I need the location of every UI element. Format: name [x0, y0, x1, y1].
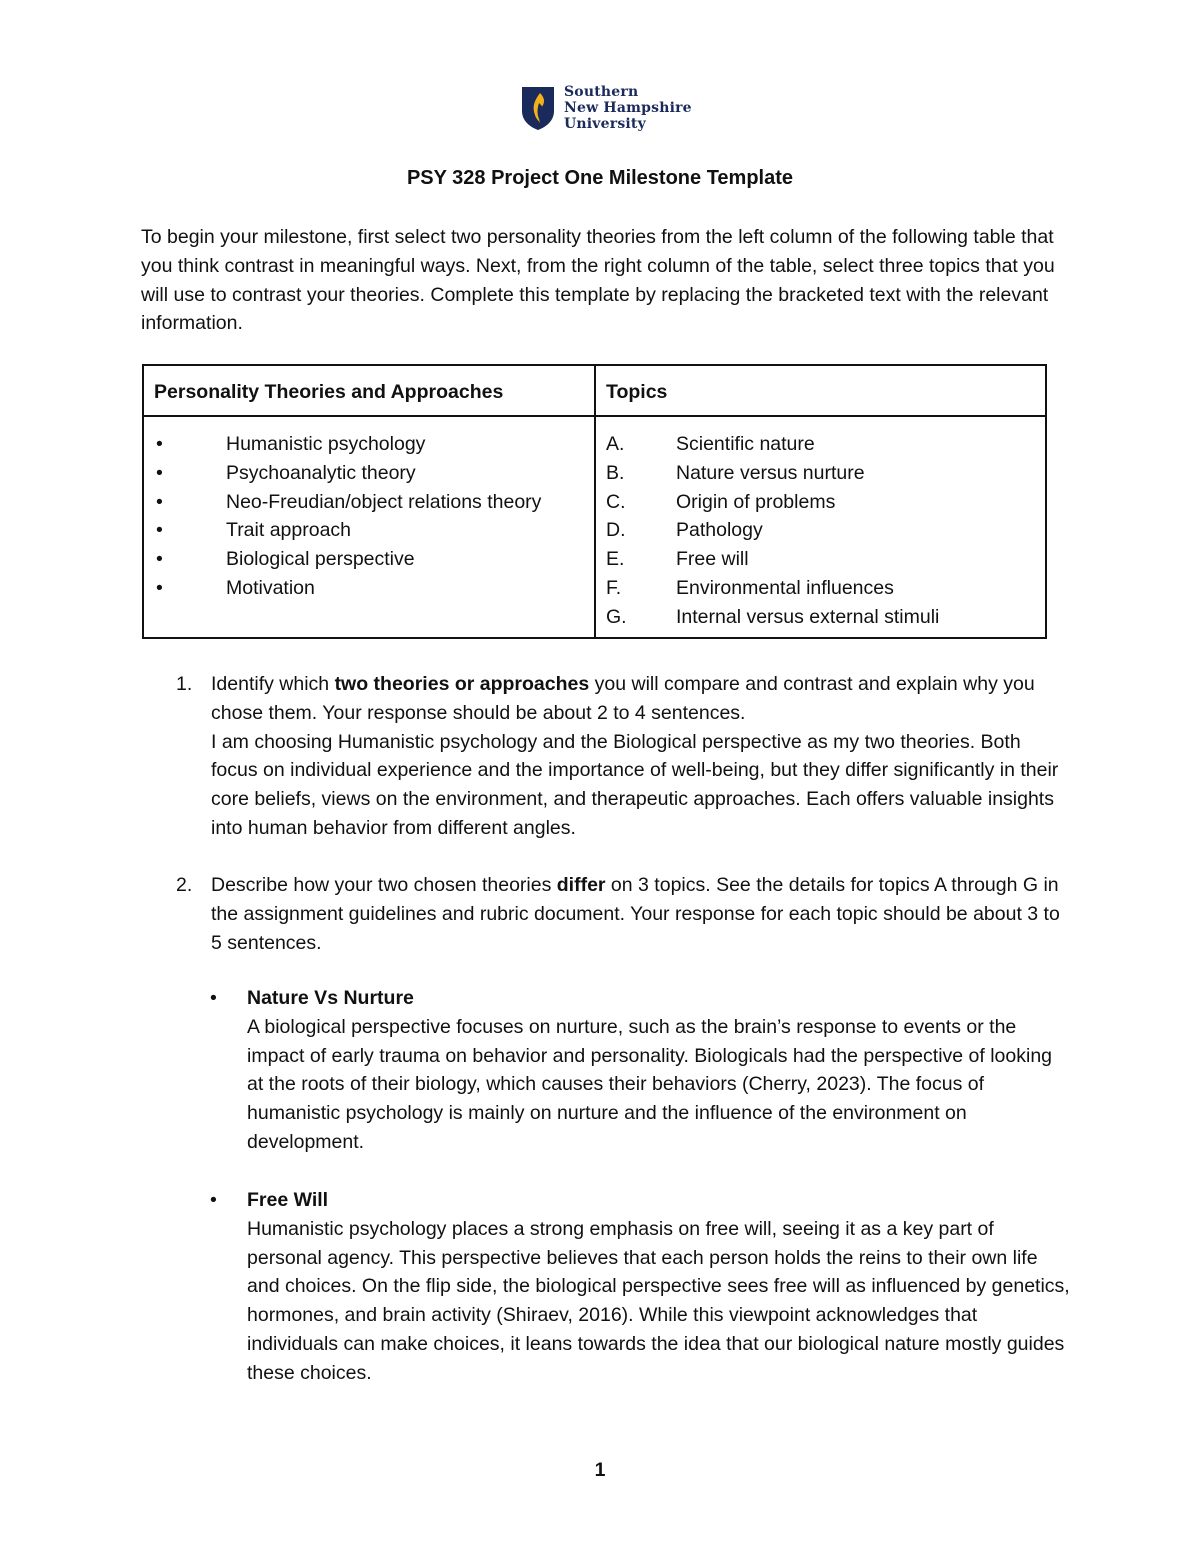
- question-number: 1.: [176, 673, 193, 695]
- table-header-topics: Topics: [596, 366, 1047, 417]
- theory-label: Motivation: [226, 576, 315, 599]
- page-number: 1: [594, 1459, 606, 1481]
- topic-list-item: [606, 430, 1039, 459]
- topic-label: Free will: [676, 548, 749, 571]
- theories-cell: [144, 417, 596, 637]
- topics-cell: [596, 417, 1047, 637]
- theory-list-item: [154, 516, 586, 545]
- topic-label: Scientific nature: [676, 433, 815, 455]
- theories-list: [154, 430, 586, 603]
- theory-list-item: [154, 488, 586, 517]
- question-answer: I am choosing Humanistic psychology and the Biological perspective as my two theories. Both focus on individual experience and the importance of well-being, but they differ significantly in their core beliefs, views on the environment, and therapeutic approaches. Each offers valuable insights into human behavior from different angles.: [211, 730, 1059, 839]
- topic-letter: B.: [606, 461, 625, 484]
- theories-topics-table: [142, 364, 1047, 639]
- topic-list-item: [606, 545, 1039, 574]
- topics-list: [606, 430, 1039, 632]
- topic-label: Environmental influences: [676, 576, 894, 599]
- topic-letter: G.: [606, 605, 627, 628]
- theory-label: Biological perspective: [226, 548, 415, 571]
- theory-label: Trait approach: [226, 519, 352, 542]
- intro-paragraph: To begin your milestone, first select two personality theories from the left column of the following table that you think contrast in meaningful ways. Next, from the right column of the table, select three topics that you will use to contrast your theories. Complete this template by replacing the bracketed text with the relevant information.: [141, 226, 1055, 335]
- topic-list-item: [606, 516, 1039, 545]
- topic-letter: F.: [606, 576, 622, 599]
- section-text: Humanistic psychology places a strong emphasis on free will, seeing it as a key part of personal agency. This perspective believes that each person holds the reins to their own life and choices. On the flip side, the biological perspective sees free will as influenced by genetics, hormones, and brain activity (Shiraev, 2016). While this viewpoint acknowledges that individuals can make choices, it leans towards the idea that our biological nature mostly guides these choices.: [247, 1217, 1070, 1384]
- section-heading: Free Will: [247, 1189, 329, 1211]
- bullet-icon: •: [156, 576, 163, 599]
- question-2: [176, 871, 1066, 957]
- table-header-theories: Personality Theories and Approaches: [144, 366, 596, 417]
- topic-label: Internal versus external stimuli: [676, 605, 940, 628]
- bullet-icon: •: [210, 1189, 217, 1211]
- topic-list-item: [606, 574, 1039, 603]
- question-prompt: Describe how your two chosen theories differ on 3 topics. See the details for topics A through G in the assignment guidelines and rubric document. Your response for each topic should be about 3 to 5 sentences.: [211, 874, 1060, 954]
- bullet-icon: •: [156, 519, 163, 542]
- topic-letter: E.: [606, 548, 625, 571]
- topic-list-item: [606, 488, 1039, 517]
- topic-label: Pathology: [676, 519, 763, 542]
- topic-list-item: [606, 459, 1039, 488]
- shield-logo-icon: [520, 85, 556, 131]
- section-nature-vs-nurture: [210, 984, 1070, 1157]
- theory-label: Psychoanalytic theory: [226, 461, 416, 484]
- theory-label: Humanistic psychology: [226, 433, 426, 455]
- theory-list-item: [154, 574, 586, 603]
- question-1: [176, 670, 1066, 843]
- topic-label: Origin of problems: [676, 490, 836, 513]
- topic-letter: A.: [606, 433, 625, 455]
- question-number: 2.: [176, 874, 193, 896]
- theory-list-item: [154, 459, 586, 488]
- topic-label: Nature versus nurture: [676, 461, 865, 484]
- bullet-icon: •: [210, 987, 217, 1009]
- bullet-icon: •: [156, 490, 163, 513]
- topic-letter: C.: [606, 490, 626, 513]
- theory-list-item: [154, 430, 586, 459]
- question-prompt: Identify which two theories or approaches you will compare and contrast and explain why you chose them. Your response should be about 2 to 4 sentences.: [211, 673, 1035, 724]
- university-logo: [520, 84, 692, 132]
- section-heading: Nature Vs Nurture: [247, 987, 414, 1009]
- logo-wordmark: Southern New Hampshire University: [564, 84, 692, 132]
- bullet-icon: •: [156, 548, 163, 571]
- theory-label: Neo-Freudian/object relations theory: [226, 490, 542, 513]
- bullet-icon: •: [156, 461, 163, 484]
- section-free-will: [210, 1186, 1070, 1388]
- topic-list-item: [606, 603, 1039, 632]
- section-text: A biological perspective focuses on nurture, such as the brain’s response to events or the impact of early trauma on behavior and personality. Biologicals had the perspective of looking at the roots of their biology, which causes their behaviors (Cherry, 2023). The focus of humanistic psychology is mainly on nurture and the influence of the environment on development.: [247, 1015, 1053, 1153]
- document-title: PSY 328 Project One Milestone Template: [406, 167, 794, 189]
- topic-letter: D.: [606, 519, 626, 542]
- bullet-icon: •: [156, 433, 163, 455]
- theory-list-item: [154, 545, 586, 574]
